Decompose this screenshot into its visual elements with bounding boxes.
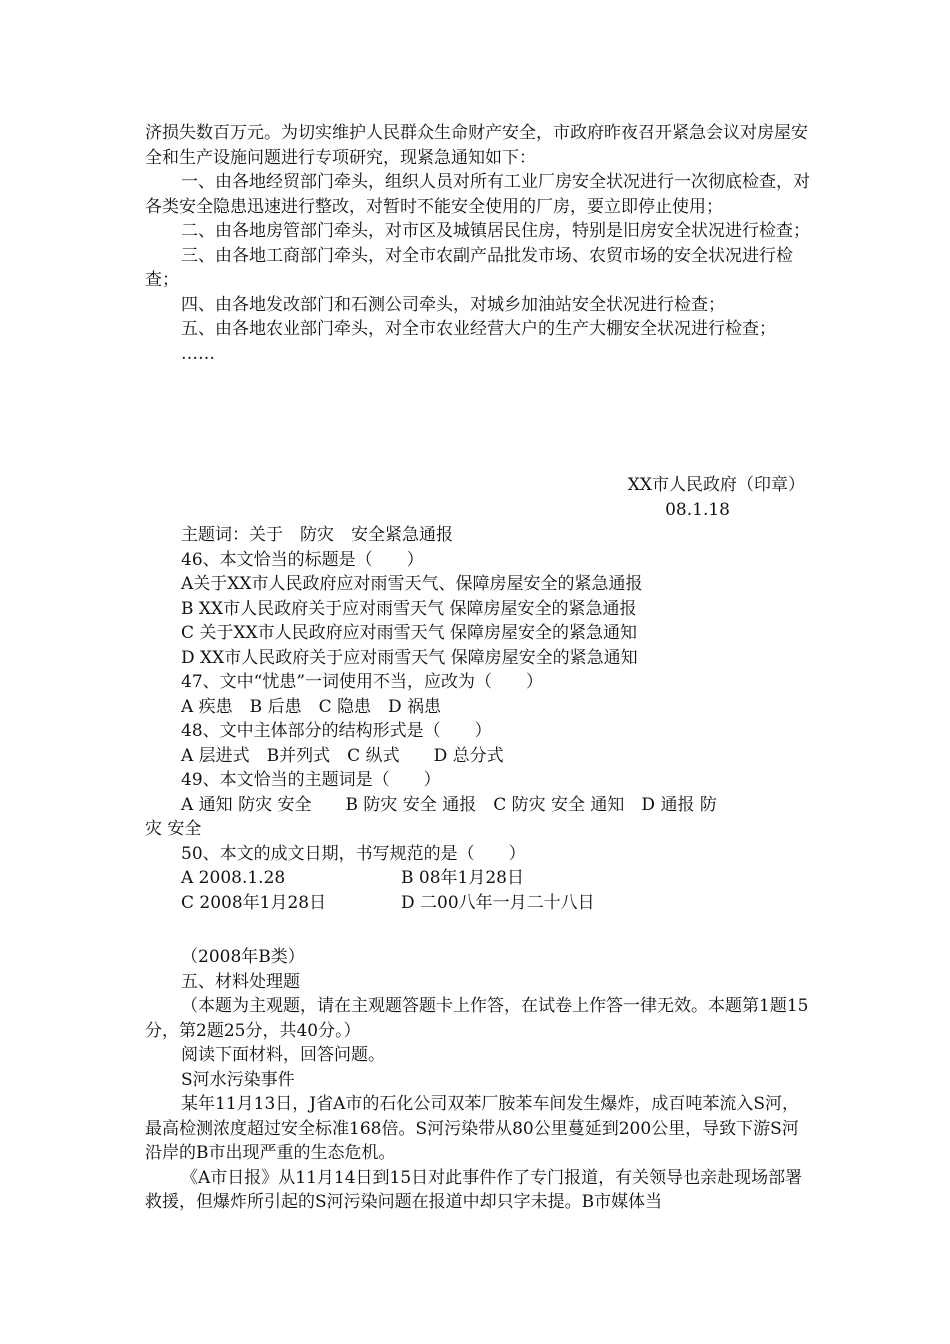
question-50-option-a: A 2008.1.28 <box>181 868 286 888</box>
notice-keywords: 主题词：关于 防灾 安全紧急通报 <box>181 525 453 545</box>
notice-item-5: 五、由各地农业部门牵头，对全市农业经营大户的生产大棚安全状况进行检查； <box>181 319 776 339</box>
question-50-option-c: C 2008年1月28日 <box>181 892 327 913</box>
question-50: 50、本文的成文日期，书写规范的是（ ） <box>181 843 526 864</box>
material-title: S河水污染事件 <box>181 1069 295 1090</box>
notice-ellipsis: …… <box>181 343 215 364</box>
notice-issuer: XX市人民政府（印章） <box>627 475 805 495</box>
question-46: 46、本文恰当的标题是（ ） <box>181 549 424 570</box>
section-prompt: 阅读下面材料，回答问题。 <box>181 1045 385 1065</box>
question-50-option-d: D 二00八年一月二十八日 <box>401 892 595 913</box>
material-paragraph-1: 某年11月13日，J省A市的石化公司双苯厂胺苯车间发生爆炸，成百吨苯流入S河，最高检测浓度超过安全标准168倍。S河污染带从80公里蔓延到200公里，导致下游S河沿岸的B市出现严重的生态危机。 <box>145 1094 799 1163</box>
notice-item-3: 三、由各地工商部门牵头，对全市农副产品批发市场、农贸市场的安全状况进行检查； <box>145 245 793 290</box>
section-heading: 五、材料处理题 <box>181 971 300 992</box>
question-49: 49、本文恰当的主题词是（ ） <box>181 770 441 790</box>
notice-item-1: 一、由各地经贸部门牵头，组织人员对所有工业厂房安全状况进行一次彻底检查，对各类安全隐患迅速进行整改，对暂时不能安全使用的厂房，要立即停止使用； <box>145 172 810 217</box>
question-46-option-a: A关于XX市人民政府应对雨雪天气、保障房屋安全的紧急通报 <box>181 574 643 594</box>
section-instructions: （本题为主观题，请在主观题答题卡上作答，在试卷上作答一律无效。本题第1题15分，第2题25分，共40分。） <box>145 996 809 1041</box>
notice-body <box>145 121 810 366</box>
notice-item-4: 四、由各地发改部门和石测公司牵头，对城乡加油站安全状况进行检查； <box>181 294 725 315</box>
notice-item-2: 二、由各地房管部门牵头，对市区及城镇居民住房，特别是旧房安全状况进行检查； <box>181 221 810 241</box>
question-49-options: A 通知 防灾 安全 B 防灾 安全 通报 C 防灾 安全 通知 D 通报 防 <box>181 794 717 815</box>
notice-date: 08.1.18 <box>665 500 730 520</box>
notice-continuation: 济损失数百万元。为切实维护人民群众生命财产安全，市政府昨夜召开紧急会议对房屋安全和生产设施问题进行专项研究，现紧急通知如下： <box>145 123 808 168</box>
question-46-option-d: D XX市人民政府关于应对雨雪天气 保障房屋安全的紧急通知 <box>181 647 638 668</box>
year-tag: （2008年B类） <box>181 947 305 967</box>
questions-block <box>145 523 810 915</box>
material-paragraph-2: 《A市日报》从11月14日到15日对此事件作了专门报道，有关领导也亲赴现场部署救援，但爆炸所引起的S河污染问题在报道中却只字未提。B市媒体当 <box>145 1167 803 1212</box>
question-48: 48、文中主体部分的结构形式是（ ） <box>181 721 492 741</box>
question-50-option-b: B 08年1月28日 <box>401 868 524 888</box>
question-47: 47、文中“忧患”一词使用不当，应改为（ ） <box>181 672 544 692</box>
section-material <box>145 945 810 1215</box>
question-49-options-cont: 灾 安全 <box>145 819 202 839</box>
question-47-options: A 疾患 B 后患 C 隐患 D 祸患 <box>181 696 442 717</box>
question-46-option-b: B XX市人民政府关于应对雨雪天气 保障房屋安全的紧急通报 <box>181 598 637 619</box>
question-50-options-cd <box>145 891 810 916</box>
question-48-options: A 层进式 B并列式 C 纵式 D 总分式 <box>181 745 504 766</box>
question-50-options-ab <box>145 866 810 891</box>
question-46-option-c: C 关于XX市人民政府应对雨雪天气 保障房屋安全的紧急通知 <box>181 623 638 643</box>
